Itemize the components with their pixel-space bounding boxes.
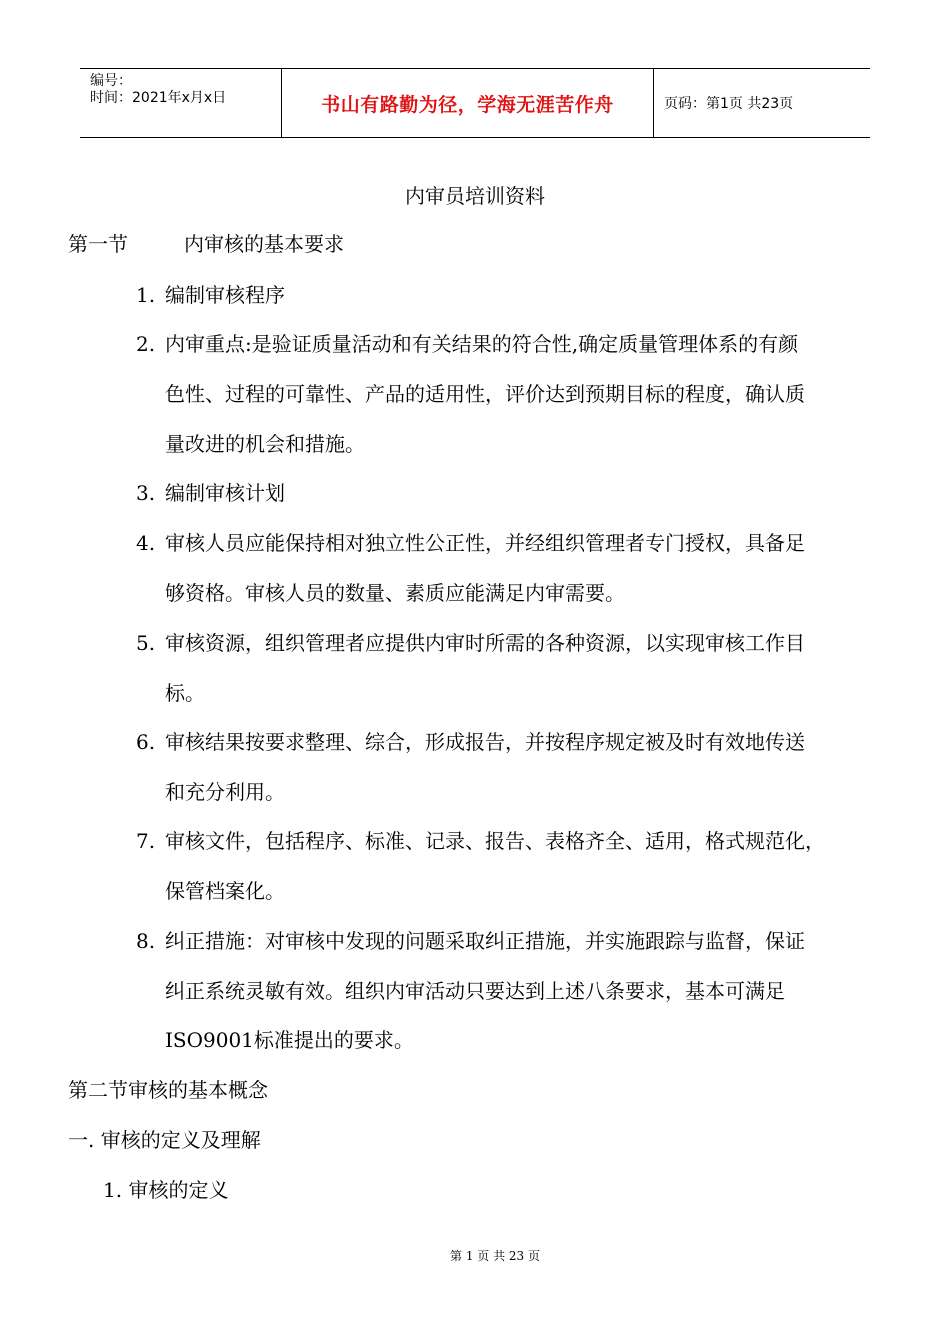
document-title: 内审员培训资料 <box>405 184 545 208</box>
document-number-label: 编号： <box>90 73 132 89</box>
list-item-line: 色性、过程的可靠性、产品的适用性，评价达到预期目标的程度，确认质 <box>165 382 805 406</box>
section2-subheading: 一. 审核的定义及理解 <box>68 1128 261 1152</box>
list-item-number: 3. <box>136 481 156 505</box>
list-item-line: 纠正措施：对审核中发现的问题采取纠正措施，并实施跟踪与监督，保证 <box>165 929 805 953</box>
list-item-line: 纠正系统灵敏有效。组织内审活动只要达到上述八条要求，基本可满足 <box>165 979 785 1003</box>
list-item-line: 内审重点:是验证质量活动和有关结果的符合性,确定质量管理体系的有颜 <box>165 332 799 356</box>
header-motto-cell <box>282 69 654 137</box>
list-item-number: 2. <box>136 332 156 356</box>
section2-heading: 第二节审核的基本概念 <box>68 1078 268 1102</box>
list-item-line: 编制审核程序 <box>165 283 285 307</box>
list-item-number: 1. <box>136 283 156 307</box>
header-table <box>80 68 870 138</box>
document-time-label: 时间：2021年x月x日 <box>90 90 227 106</box>
list-item-number: 5. <box>136 631 156 655</box>
section1-heading-text: 内审核的基本要求 <box>184 232 344 256</box>
motto-text: 书山有路勤为径，学海无涯苦作舟 <box>321 93 614 116</box>
list-item-number: 8. <box>136 929 156 953</box>
list-item-line: 审核资源，组织管理者应提供内审时所需的各种资源，以实现审核工作目 <box>165 631 805 655</box>
header-page-cell <box>654 69 870 137</box>
list-item-line: 编制审核计划 <box>165 481 285 505</box>
list-item-line: 审核文件，包括程序、标准、记录、报告、表格齐全、适用，格式规范化， <box>165 829 825 853</box>
list-item-line: 够资格。审核人员的数量、素质应能满足内审需要。 <box>165 581 625 605</box>
page-number-label: 页码：第1页 共23页 <box>664 96 794 112</box>
list-item-number: 6. <box>136 730 156 754</box>
list-item-line: 审核结果按要求整理、综合，形成报告，并按程序规定被及时有效地传送 <box>165 730 805 754</box>
list-item-line: 标。 <box>165 681 205 705</box>
page-footer: 第 1 页 共 23 页 <box>450 1249 540 1263</box>
list-item-number: 7. <box>136 829 156 853</box>
list-item-line: 和充分利用。 <box>165 780 285 804</box>
list-item-number: 4. <box>136 531 156 555</box>
section1-heading-number: 第一节 <box>68 232 128 256</box>
section2-subitem: 1. 审核的定义 <box>103 1178 229 1202</box>
list-item-line: 审核人员应能保持相对独立性公正性，并经组织管理者专门授权，具备足 <box>165 531 805 555</box>
list-item-line: ISO9001标准提出的要求。 <box>165 1028 414 1052</box>
header-info-cell <box>80 69 282 137</box>
list-item-line: 量改进的机会和措施。 <box>165 432 365 456</box>
list-item-line: 保管档案化。 <box>165 879 285 903</box>
